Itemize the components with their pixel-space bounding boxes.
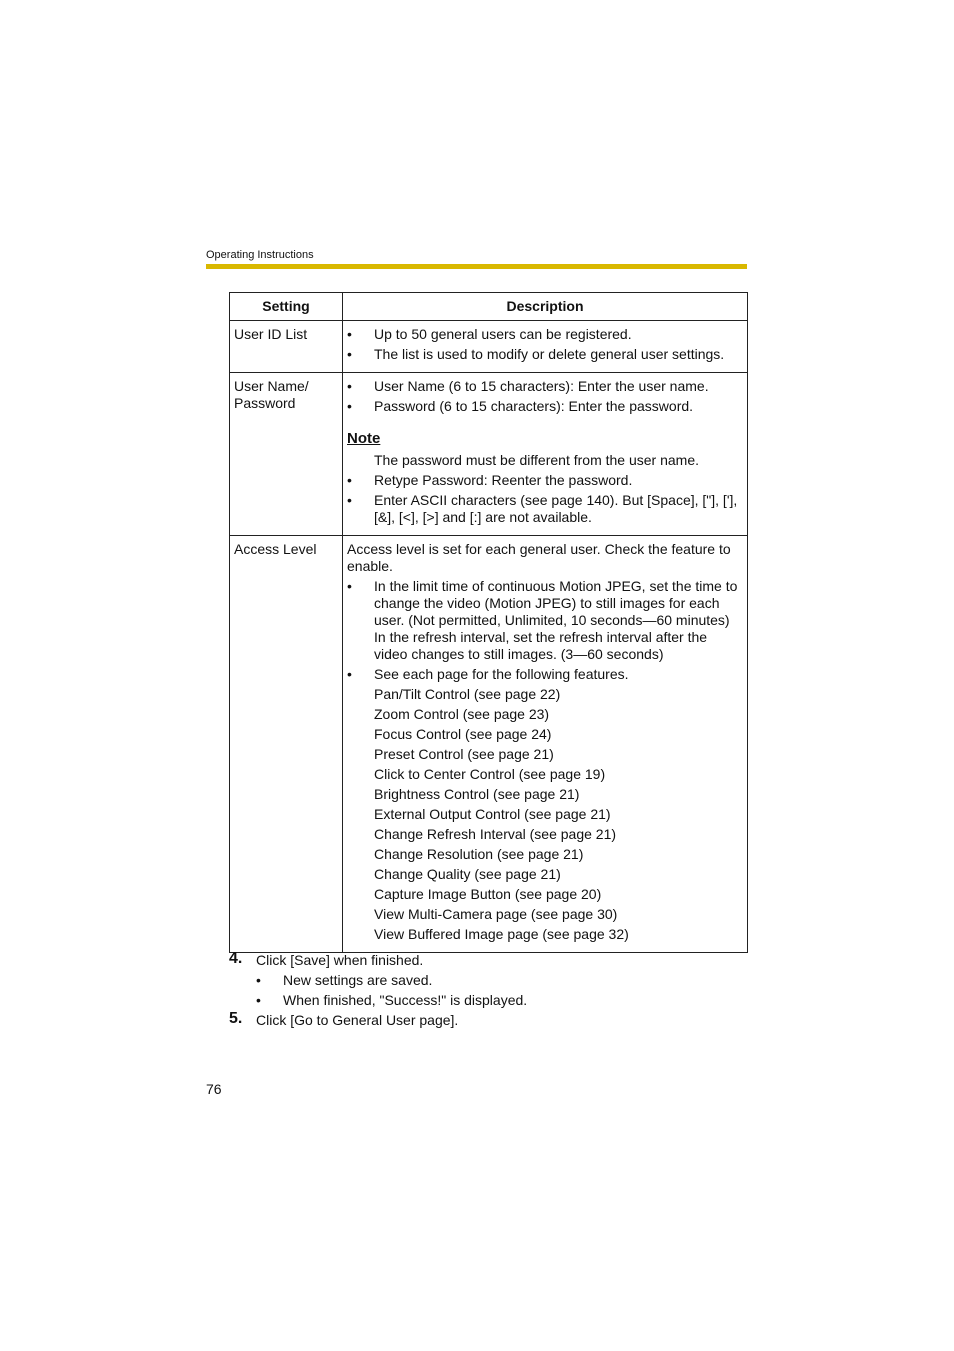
header-rule [206,264,747,269]
bullet-icon: • [347,578,352,594]
list-item-text: When finished, "Success!" is displayed. [283,992,528,1008]
settings-table [229,292,748,953]
step-number: 4. [229,950,243,967]
setting-name-line: Password [234,395,296,411]
list-item-text: In the limit time of continuous Motion JPEG, set the time to change the video (Motion JPEG) to still images for each user. (Not permitted, Unlimited, 10 seconds—60 minutes) In the refresh interval, set the refresh interval after the video changes to still images. (3—60 seconds) [374,578,738,662]
steps-section [229,952,749,1029]
bullet-icon: • [347,492,352,508]
step-text: Click [Go to General User page]. [256,1012,459,1028]
list-item [347,472,741,489]
feature-item: Pan/Tilt Control (see page 22) [374,686,561,702]
bullet-list [347,578,741,683]
list-item-text: Enter ASCII characters (see page 140). But [Space], ["], ['], [&], [<], [>] and [:] are not available. [374,492,738,525]
list-item-text: The list is used to modify or delete general user settings. [374,346,725,362]
page-number: 76 [206,1081,222,1097]
setting-description [343,321,748,373]
list-item [347,492,741,526]
list-item [347,578,741,663]
note-heading: Note [347,430,381,447]
list-item-text: See each page for the following features. [374,666,629,682]
feature-item: Change Refresh Interval (see page 21) [374,826,617,842]
table-row-user-id-list [230,321,748,373]
step-4 [229,952,749,969]
list-item-text: Password (6 to 15 characters): Enter the password. [374,398,694,414]
bullet-icon: • [347,398,352,414]
step-number: 5. [229,1010,243,1027]
bullet-list [347,378,741,415]
list-item [256,992,749,1009]
setting-name: Access Level [230,536,343,953]
bullet-list [229,972,749,1009]
feature-item: View Buffered Image page (see page 32) [374,926,629,942]
feature-item: Preset Control (see page 21) [374,746,554,762]
column-header-setting: Setting [230,293,343,321]
bullet-icon: • [347,666,352,682]
feature-item: Focus Control (see page 24) [374,726,552,742]
bullet-icon: • [347,326,352,342]
list-item [347,378,741,395]
feature-item: Capture Image Button (see page 20) [374,886,602,902]
list-item [347,666,741,683]
column-header-description: Description [343,293,748,321]
setting-description [343,536,748,953]
setting-name [230,373,343,536]
bullet-list [347,326,741,363]
feature-item: Zoom Control (see page 23) [374,706,550,722]
feature-item: Change Resolution (see page 21) [374,846,584,862]
list-item-text: Retype Password: Reenter the password. [374,472,633,488]
list-item-text: New settings are saved. [283,972,433,988]
list-item [347,398,741,415]
bullet-icon: • [347,346,352,362]
setting-description [343,373,748,536]
note-text: The password must be different from the user name. [374,452,700,468]
feature-item: Change Quality (see page 21) [374,866,561,882]
bullet-list [347,472,741,526]
bullet-icon: • [256,972,261,988]
table-row-user-name-password [230,373,748,536]
feature-item: External Output Control (see page 21) [374,806,611,822]
list-item-text: Up to 50 general users can be registered. [374,326,632,342]
list-item-text: User Name (6 to 15 characters): Enter the user name. [374,378,709,394]
step-text: Click [Save] when finished. [256,952,424,968]
running-header: Operating Instructions [206,249,314,261]
list-item [347,346,741,363]
bullet-icon: • [347,472,352,488]
feature-item: Brightness Control (see page 21) [374,786,580,802]
bullet-icon: • [256,992,261,1008]
bullet-icon: • [347,378,352,394]
feature-item: View Multi-Camera page (see page 30) [374,906,618,922]
table-header-row [230,293,748,321]
setting-name: User ID List [230,321,343,373]
list-item [256,972,749,989]
setting-name-line: User Name/ [234,378,309,394]
list-item [347,326,741,343]
feature-item: Click to Center Control (see page 19) [374,766,606,782]
intro-text: Access level is set for each general user. Check the feature to enable. [347,541,731,574]
step-5 [229,1012,749,1029]
table-row-access-level [230,536,748,953]
